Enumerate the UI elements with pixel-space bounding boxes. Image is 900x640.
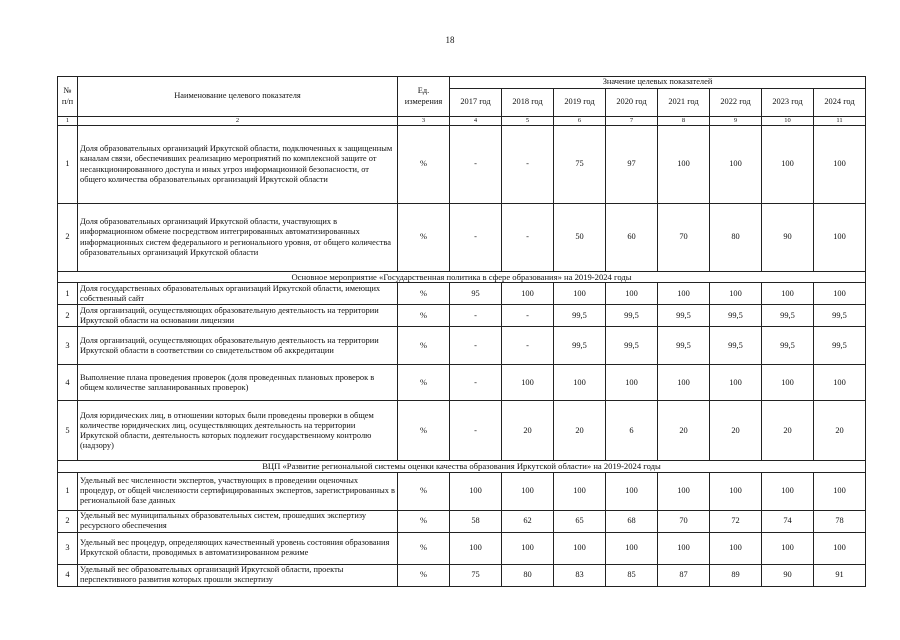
value-cell: -	[502, 126, 554, 204]
section-title: Основное мероприятие «Государственная политика в сфере образования» на 2019-2024 годы	[58, 272, 866, 283]
value-cell: 80	[710, 204, 762, 272]
value-cell: 70	[658, 510, 710, 532]
row-number: 4	[58, 365, 78, 401]
column-index-cell: 4	[450, 117, 502, 126]
value-cell: 99,5	[762, 327, 814, 365]
table-row	[58, 472, 866, 510]
section-row	[58, 461, 866, 472]
value-cell: 80	[502, 564, 554, 586]
table-row	[58, 126, 866, 204]
section-title: ВЦП «Развитие региональной системы оценки качества образования Иркутской области» на 2019-2024 годы	[58, 461, 866, 472]
column-index-cell: 2	[78, 117, 398, 126]
value-cell: 100	[658, 365, 710, 401]
unit-cell: %	[398, 305, 450, 327]
indicator-name: Выполнение плана проведения проверок (доля проведенных плановых проверок в общем количестве запланированных проверок)	[78, 365, 398, 401]
table-row	[58, 401, 866, 461]
row-number: 1	[58, 126, 78, 204]
value-cell: 100	[502, 472, 554, 510]
header-year: 2024 год	[814, 89, 866, 117]
column-index-cell: 5	[502, 117, 554, 126]
value-cell: 20	[710, 401, 762, 461]
value-cell: 100	[554, 365, 606, 401]
value-cell: 100	[450, 472, 502, 510]
table-row	[58, 365, 866, 401]
unit-cell: %	[398, 472, 450, 510]
header-name: Наименование целевого показателя	[78, 77, 398, 117]
value-cell: 97	[606, 126, 658, 204]
header-values-title: Значение целевых показателей	[450, 77, 866, 89]
unit-cell: %	[398, 283, 450, 305]
column-index-row	[58, 117, 866, 126]
value-cell: -	[502, 305, 554, 327]
row-number: 5	[58, 401, 78, 461]
indicator-name: Доля юридических лиц, в отношении которых были проведены проверки в общем количестве юридических лиц, осуществляющих деятельность на территории Иркутской области, деятельность которых подлежит государственному контролю (надзору)	[78, 401, 398, 461]
header-year: 2020 год	[606, 89, 658, 117]
value-cell: 100	[502, 365, 554, 401]
header-year: 2023 год	[762, 89, 814, 117]
unit-cell: %	[398, 204, 450, 272]
table-row	[58, 532, 866, 564]
row-number: 4	[58, 564, 78, 586]
unit-cell: %	[398, 365, 450, 401]
value-cell: 72	[710, 510, 762, 532]
value-cell: 90	[762, 564, 814, 586]
value-cell: 100	[606, 283, 658, 305]
value-cell: 100	[502, 532, 554, 564]
unit-cell: %	[398, 401, 450, 461]
row-number: 2	[58, 204, 78, 272]
header-year: 2017 год	[450, 89, 502, 117]
value-cell: -	[502, 327, 554, 365]
value-cell: 100	[658, 532, 710, 564]
value-cell: -	[450, 401, 502, 461]
row-number: 2	[58, 510, 78, 532]
header-unit: Ед. измерения	[398, 77, 450, 117]
value-cell: 74	[762, 510, 814, 532]
table-body	[58, 126, 866, 587]
table-header	[58, 77, 866, 126]
value-cell: 100	[502, 283, 554, 305]
value-cell: -	[450, 305, 502, 327]
value-cell: 20	[502, 401, 554, 461]
header-year: 2019 год	[554, 89, 606, 117]
value-cell: 20	[814, 401, 866, 461]
row-number: 2	[58, 305, 78, 327]
value-cell: 100	[762, 365, 814, 401]
value-cell: 99,5	[814, 305, 866, 327]
value-cell: 68	[606, 510, 658, 532]
page-number: 18	[445, 35, 455, 45]
unit-cell: %	[398, 564, 450, 586]
value-cell: 20	[554, 401, 606, 461]
value-cell: 75	[554, 126, 606, 204]
value-cell: 58	[450, 510, 502, 532]
indicator-name: Удельный вес муниципальных образовательных систем, прошедших экспертизу ресурсного обеспечения	[78, 510, 398, 532]
value-cell: 100	[814, 532, 866, 564]
value-cell: 100	[710, 283, 762, 305]
value-cell: 20	[762, 401, 814, 461]
value-cell: 100	[606, 365, 658, 401]
value-cell: 100	[658, 126, 710, 204]
table-row	[58, 510, 866, 532]
value-cell: 100	[814, 365, 866, 401]
value-cell: 99,5	[814, 327, 866, 365]
indicator-name: Доля образовательных организаций Иркутской области, участвующих в информационном обмене посредством интегрированных автоматизированных информационных систем федерального и регионального уровня, от общего количества образовательных организаций Иркутской области	[78, 204, 398, 272]
section-row	[58, 272, 866, 283]
value-cell: 6	[606, 401, 658, 461]
table-row	[58, 327, 866, 365]
value-cell: 100	[658, 283, 710, 305]
value-cell: 99,5	[658, 305, 710, 327]
value-cell: 62	[502, 510, 554, 532]
header-year: 2021 год	[658, 89, 710, 117]
value-cell: 99,5	[606, 327, 658, 365]
value-cell: 100	[762, 472, 814, 510]
column-index-cell: 11	[814, 117, 866, 126]
value-cell: -	[450, 365, 502, 401]
indicator-name: Доля образовательных организаций Иркутской области, подключенных к защищенным каналам связи, обеспечивших реализацию мероприятий по комплексной защите от несанкционированного доступа и иных угроз информационной безопасности, от общего количества образовательных организаций Иркутской области	[78, 126, 398, 204]
table-row	[58, 204, 866, 272]
table-row	[58, 564, 866, 586]
unit-cell: %	[398, 327, 450, 365]
indicator-name: Доля государственных образовательных организаций Иркутской области, имеющих собственный сайт	[78, 283, 398, 305]
value-cell: 100	[762, 126, 814, 204]
value-cell: 99,5	[710, 327, 762, 365]
value-cell: 100	[658, 472, 710, 510]
column-index-cell: 1	[58, 117, 78, 126]
value-cell: 85	[606, 564, 658, 586]
header-year: 2022 год	[710, 89, 762, 117]
column-index-cell: 6	[554, 117, 606, 126]
row-number: 3	[58, 532, 78, 564]
header-num: № п/п	[58, 77, 78, 117]
unit-cell: %	[398, 510, 450, 532]
value-cell: 95	[450, 283, 502, 305]
indicator-name: Удельный вес образовательных организаций Иркутской области, проекты перспективного развития которых прошли экспертизу	[78, 564, 398, 586]
value-cell: 100	[814, 283, 866, 305]
value-cell: 90	[762, 204, 814, 272]
indicator-name: Удельный вес численности экспертов, участвующих в проведении оценочных процедур, от общей численности сертифицированных экспертов, зарегистрированных в региональной базе данных	[78, 472, 398, 510]
value-cell: -	[450, 204, 502, 272]
value-cell: 91	[814, 564, 866, 586]
value-cell: 100	[710, 365, 762, 401]
row-number: 3	[58, 327, 78, 365]
value-cell: 100	[814, 472, 866, 510]
indicator-name: Доля организаций, осуществляющих образовательную деятельность на территории Иркутской области в соответствии со свидетельством об аккредитации	[78, 327, 398, 365]
indicator-name: Удельный вес процедур, определяющих качественный уровень состояния образования Иркутской области, проводимых в автоматизированном режиме	[78, 532, 398, 564]
value-cell: 100	[710, 126, 762, 204]
column-index-cell: 7	[606, 117, 658, 126]
row-number: 1	[58, 472, 78, 510]
value-cell: 89	[710, 564, 762, 586]
column-index-cell: 3	[398, 117, 450, 126]
value-cell: 60	[606, 204, 658, 272]
value-cell: 100	[710, 532, 762, 564]
target-indicators-table	[57, 76, 866, 587]
value-cell: 99,5	[554, 305, 606, 327]
column-index-cell: 10	[762, 117, 814, 126]
value-cell: 83	[554, 564, 606, 586]
value-cell: 100	[554, 532, 606, 564]
value-cell: 99,5	[554, 327, 606, 365]
value-cell: 65	[554, 510, 606, 532]
value-cell: 100	[450, 532, 502, 564]
value-cell: -	[450, 327, 502, 365]
header-year: 2018 год	[502, 89, 554, 117]
value-cell: 99,5	[762, 305, 814, 327]
value-cell: 100	[762, 283, 814, 305]
unit-cell: %	[398, 532, 450, 564]
value-cell: 78	[814, 510, 866, 532]
value-cell: 99,5	[658, 327, 710, 365]
value-cell: 99,5	[606, 305, 658, 327]
value-cell: 100	[554, 472, 606, 510]
value-cell: -	[450, 126, 502, 204]
value-cell: 100	[814, 204, 866, 272]
value-cell: 100	[814, 126, 866, 204]
column-index-cell: 8	[658, 117, 710, 126]
table-row	[58, 283, 866, 305]
column-index-cell: 9	[710, 117, 762, 126]
value-cell: -	[502, 204, 554, 272]
value-cell: 70	[658, 204, 710, 272]
value-cell: 100	[710, 472, 762, 510]
value-cell: 75	[450, 564, 502, 586]
value-cell: 100	[554, 283, 606, 305]
value-cell: 100	[762, 532, 814, 564]
table-row	[58, 305, 866, 327]
value-cell: 20	[658, 401, 710, 461]
unit-cell: %	[398, 126, 450, 204]
value-cell: 100	[606, 532, 658, 564]
value-cell: 50	[554, 204, 606, 272]
row-number: 1	[58, 283, 78, 305]
value-cell: 99,5	[710, 305, 762, 327]
indicator-name: Доля организаций, осуществляющих образовательную деятельность на территории Иркутской области на основании лицензии	[78, 305, 398, 327]
value-cell: 100	[606, 472, 658, 510]
value-cell: 87	[658, 564, 710, 586]
